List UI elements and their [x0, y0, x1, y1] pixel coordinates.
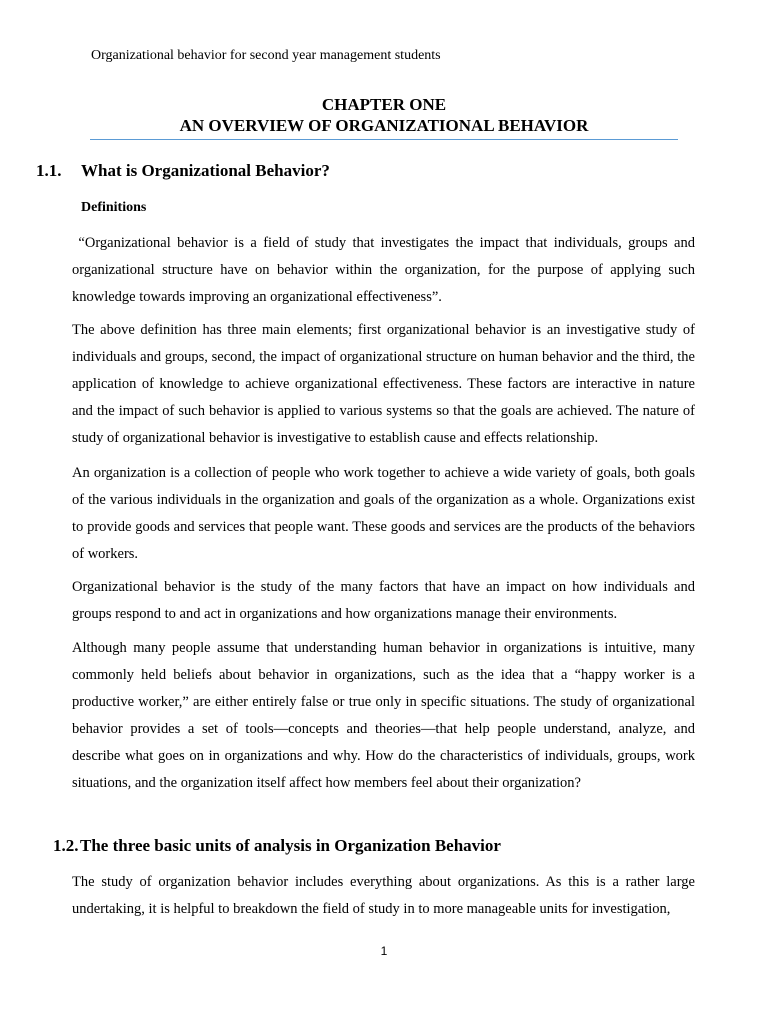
section-heading-1-1: [36, 160, 330, 182]
chapter-divider: [90, 139, 678, 140]
definitions-subheading: Definitions: [81, 200, 147, 215]
section-title: What is Organizational Behavior?: [81, 161, 330, 180]
chapter-label: CHAPTER ONE: [321, 95, 447, 114]
running-header: Organizational behavior for second year management students: [91, 48, 441, 63]
chapter-heading: [90, 94, 678, 136]
chapter-title: AN OVERVIEW OF ORGANIZATIONAL BEHAVIOR: [179, 116, 589, 135]
section-title: The three basic units of analysis in Organization Behavior: [80, 836, 501, 855]
paragraph-ob-study: Organizational behavior is the study of the many factors that have an impact on how individuals and groups respond to and act in organizations and how organizations manage their environments.: [72, 579, 695, 622]
section-heading-1-2: [53, 835, 501, 857]
section-number: 1.2.: [53, 836, 79, 855]
paragraph-definition-quote: “Organizational behavior is a field of study that investigates the impact that individuals, groups and organizational structure have on behavior within the organization, for the purpose of applying such knowledge towards improving an organizational effectiveness”.: [72, 235, 695, 305]
paragraph-beliefs: Although many people assume that understanding human behavior in organizations is intuitive, many commonly held beliefs about behavior in organizations, such as the idea that a “happy worker is a productive worker,” are either entirely false or true only in specific situations. The study of organizational behavior provides a set of tools—concepts and theories—that help people understand, analyze, and describe what goes on in organizations and why. How do the characteristics of individuals, groups, work situations, and the organization itself affect how members feel about their organization?: [72, 640, 695, 791]
section-number: 1.1.: [36, 161, 62, 180]
page-number: 1: [380, 944, 388, 958]
paragraph-organization: An organization is a collection of people who work together to achieve a wide variety of goals, both goals of the various individuals in the organization and goals of the organization as a whole. Organizations exist to provide goods and services that people want. These goods and services are the products of the behaviors of workers.: [72, 465, 695, 562]
paragraph-definition-elements: The above definition has three main elements; first organizational behavior is an investigative study of individuals and groups, second, the impact of organizational structure on human behavior and the third, the application of knowledge to achieve organizational effectiveness. These factors are interactive in nature and the impact of such behavior is applied to various systems so that the goals are achieved. The nature of study of organizational behavior is investigative to establish cause and effects relationship.: [72, 322, 695, 446]
paragraph-units-of-analysis: The study of organization behavior includes everything about organizations. As this is a rather large undertaking, it is helpful to breakdown the field of study in to more manageable units for investigation,: [72, 874, 695, 917]
